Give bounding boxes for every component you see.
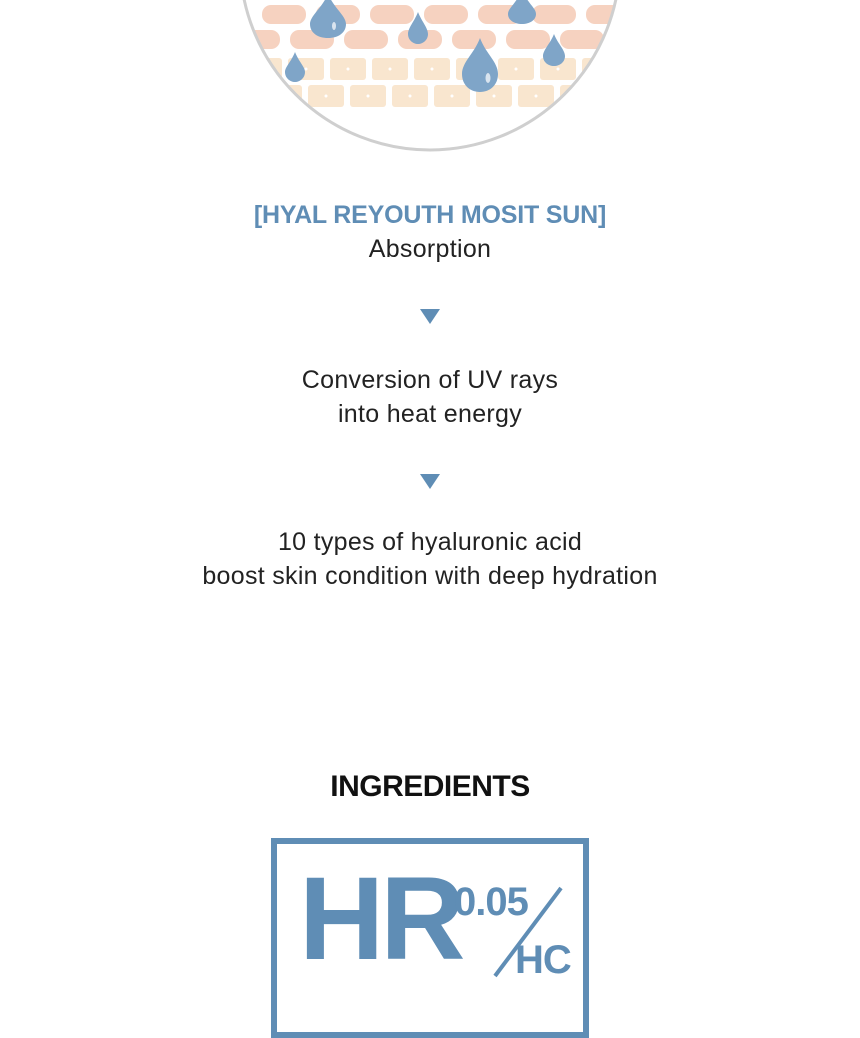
step-3-line-2: boost skin condition with deep hydration [202, 562, 658, 590]
down-arrow-icon [420, 474, 440, 489]
step-3-line-1: 10 types of hyaluronic acid [277, 528, 583, 556]
skin-cells [236, 0, 630, 107]
step-2-line-2: into heat energy [337, 400, 523, 428]
product-label: [HYAL REYOUTH MOSIT SUN] [253, 201, 607, 229]
mechanism-step-2 [0, 363, 860, 431]
badge-sub-text: HC [515, 938, 571, 982]
mechanism-step-3 [0, 525, 860, 593]
skin-illustration [0, 0, 860, 160]
badge-main-text: HR [299, 853, 462, 985]
badge-number: 0.05 [454, 880, 528, 924]
step-2-line-1: Conversion of UV rays [301, 366, 559, 394]
down-arrow-icon [420, 309, 440, 324]
mechanism-step-1 [0, 198, 860, 266]
step-absorption: Absorption [368, 235, 492, 263]
ingredients-title: INGREDIENTS [330, 770, 530, 803]
ingredient-badge [271, 838, 589, 1038]
